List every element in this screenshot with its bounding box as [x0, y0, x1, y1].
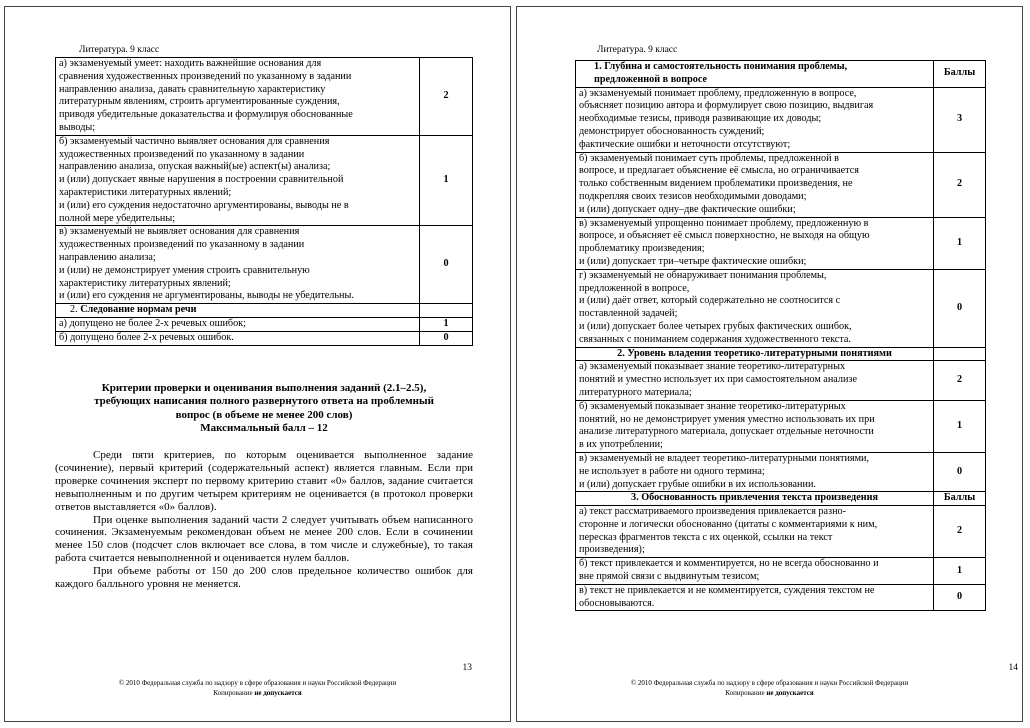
section-header-row [576, 61, 986, 88]
table-row [576, 558, 986, 585]
criterion-text: а) текст рассматриваемого произведения привлекается разно- сторонне и логически обоснованно (цитаты с комментариями к ним, пересказ фрагментов текста с их оценкой, ссылки на текст произведения); [576, 506, 934, 558]
criteria-table-continued [55, 57, 473, 346]
paragraph: При объеме работы от 150 до 200 слов предельное количество ошибок для каждого балльного уровня не меняется. [55, 565, 473, 591]
empty-score-cell [934, 347, 986, 361]
section-name: Следование нормам речи [80, 304, 197, 316]
section-number: 2. [70, 304, 78, 316]
score-cell: 1 [420, 317, 473, 331]
table-row [56, 135, 473, 226]
table-row [56, 226, 473, 304]
section-title: 3. Обоснованность привлечения текста произведения [576, 492, 934, 506]
section-title: 1. Глубина и самостоятельность понимания проблемы, предложенной в вопросе [576, 61, 934, 88]
score-cell: 0 [934, 269, 986, 347]
table-row [576, 400, 986, 452]
left-page [4, 6, 511, 722]
criterion-text: в) экзаменуемый не выявляет основания для сравнения художественных произведений по указанному в задании направлению анализа; и (или) не демонстрирует умения строить сравнительную характеристику литературных явлений; и (или) его суждения не аргументированы, выводы не убедительны. [56, 226, 420, 304]
page-number: 14 [1008, 663, 1018, 673]
criterion-text: б) текст привлекается и комментируется, но не всегда обоснованно и вне прямой связи с выдвинутым тезисом; [576, 558, 934, 585]
table-row [576, 217, 986, 269]
body-text [55, 449, 473, 591]
table-row [576, 584, 986, 611]
table-row [576, 452, 986, 491]
criterion-text: б) допущено более 2-х речевых ошибок. [56, 331, 420, 345]
score-cell: 0 [934, 452, 986, 491]
right-page [516, 6, 1023, 722]
score-cell: 0 [934, 584, 986, 611]
section-header-row [576, 492, 986, 506]
table-row [576, 506, 986, 558]
criterion-text: г) экзаменуемый не обнаруживает понимания проблемы, предложенной в вопросе, и (или) даёт ответ, который содержательно не соотносится с поставленной задачей; и (или) допускает более четырех грубых фактических ошибок, связанных с пониманием содержания художественного текста. [576, 269, 934, 347]
criterion-text: а) экзаменуемый умеет: находить важнейшие основания для сравнения художественных произведений по указанному в задании направлению анализа, давать сравнительную характеристику литературным явлениям, строить аргументированные суждения, приводя убедительные доказательства и формулируя обоснованные выводы; [56, 58, 420, 136]
score-cell: 1 [420, 135, 473, 226]
points-header: Баллы [934, 61, 986, 88]
page-footer: © 2010 Федеральная служба по надзору в сфере образования и науки Российской Федерации Копирование не допускается [118, 679, 397, 697]
criteria-heading: Критерии проверки и оценивания выполнения заданий (2.1–2.5), требующих написания полного развернутого ответа на проблемный вопрос (в объеме не менее 200 слов) Максимальный балл – 12 [94, 382, 434, 435]
table-row [56, 58, 473, 136]
table-row [576, 152, 986, 217]
empty-score-cell [420, 304, 473, 318]
table-row [576, 269, 986, 347]
score-cell: 2 [934, 506, 986, 558]
table-row [576, 361, 986, 400]
score-cell: 0 [420, 226, 473, 304]
page-footer: © 2010 Федеральная служба по надзору в сфере образования и науки Российской Федерации Копирование не допускается [630, 679, 909, 697]
section-header-row [56, 304, 473, 318]
score-cell: 2 [420, 58, 473, 136]
score-cell: 2 [934, 361, 986, 400]
section-title [56, 304, 420, 318]
page-header: Литература. 9 класс [597, 45, 678, 55]
points-header: Баллы [934, 492, 986, 506]
score-cell: 1 [934, 558, 986, 585]
paragraph: При оценке выполнения заданий части 2 следует учитывать объем написанного сочинения. Экзаменуемым рекомендован объем не менее 200 слов. Если в сочинении менее 150 слов (подсчет слов включает все слова, в том числе и служебные), то такая работа считается невыполненной и оценивается нулем баллов. [55, 513, 473, 565]
page-header: Литература. 9 класс [79, 45, 160, 55]
table-row [576, 87, 986, 152]
criterion-text: а) допущено не более 2-х речевых ошибок; [56, 317, 420, 331]
score-cell: 3 [934, 87, 986, 152]
score-cell: 1 [934, 217, 986, 269]
score-cell: 2 [934, 152, 986, 217]
paragraph: Среди пяти критериев, по которым оценивается выполненное задание (сочинение), первый критерий (содержательный аспект) является главным. Если при проверке сочинения эксперт по первому критерию ставит «0» баллов, задание считается невыполненным и по другим четырем критериям не оценивается (в протокол проверки ответов выставляется «0» баллов). [55, 449, 473, 513]
criterion-text: в) текст не привлекается и не комментируется, суждения текстом не обосновываются. [576, 584, 934, 611]
criterion-text: в) экзаменуемый не владеет теоретико-литературными понятиями, не использует в работе ни одного термина; и (или) допускает грубые ошибки в их использовании. [576, 452, 934, 491]
criterion-text: а) экзаменуемый показывает знание теоретико-литературных понятий и уместно использует их при самостоятельном анализе литературного материала; [576, 361, 934, 400]
criterion-text: а) экзаменуемый понимает проблему, предложенную в вопросе, объясняет позицию автора и формулирует свою позицию, выдвигая необходимые тезисы, приводя развивающие их доводы; демонстрирует обоснованность суждений; фактические ошибки и неточности отсутствуют; [576, 87, 934, 152]
table-row [56, 331, 473, 345]
score-cell: 0 [420, 331, 473, 345]
section-title: 2. Уровень владения теоретико-литературными понятиями [576, 347, 934, 361]
criterion-text: б) экзаменуемый частично выявляет основания для сравнения художественных произведений по указанному в задании направлению анализа, опуская важный(ые) аспект(ы) анализа; и (или) допускает явные нарушения в построении сравнительной характеристики литературных явлений; и (или) его суждения недостаточно аргументированы, выводы не в полной мере убедительны; [56, 135, 420, 226]
criterion-text: б) экзаменуемый понимает суть проблемы, предложенной в вопросе, и предлагает объяснение её смысла, но ограничивается только собственным видением проблематики произведения, не подкрепляя своих тезисов необходимыми доводами; и (или) допускает одну–две фактические ошибки; [576, 152, 934, 217]
table-row [56, 317, 473, 331]
criterion-text: в) экзаменуемый упрощенно понимает проблему, предложенную в вопросе, и объясняет её смысл поверхностно, не выходя на общую проблематику произведения; и (или) допускает три–четыре фактические ошибки; [576, 217, 934, 269]
score-cell: 1 [934, 400, 986, 452]
criterion-text: б) экзаменуемый показывает знание теоретико-литературных понятий, но не демонстрирует умения уместно использовать их при анализе литературного материала, допускает отдельные неточности в их употреблении; [576, 400, 934, 452]
page-number: 13 [462, 663, 472, 673]
section-header-row [576, 347, 986, 361]
criteria-table [575, 60, 986, 611]
